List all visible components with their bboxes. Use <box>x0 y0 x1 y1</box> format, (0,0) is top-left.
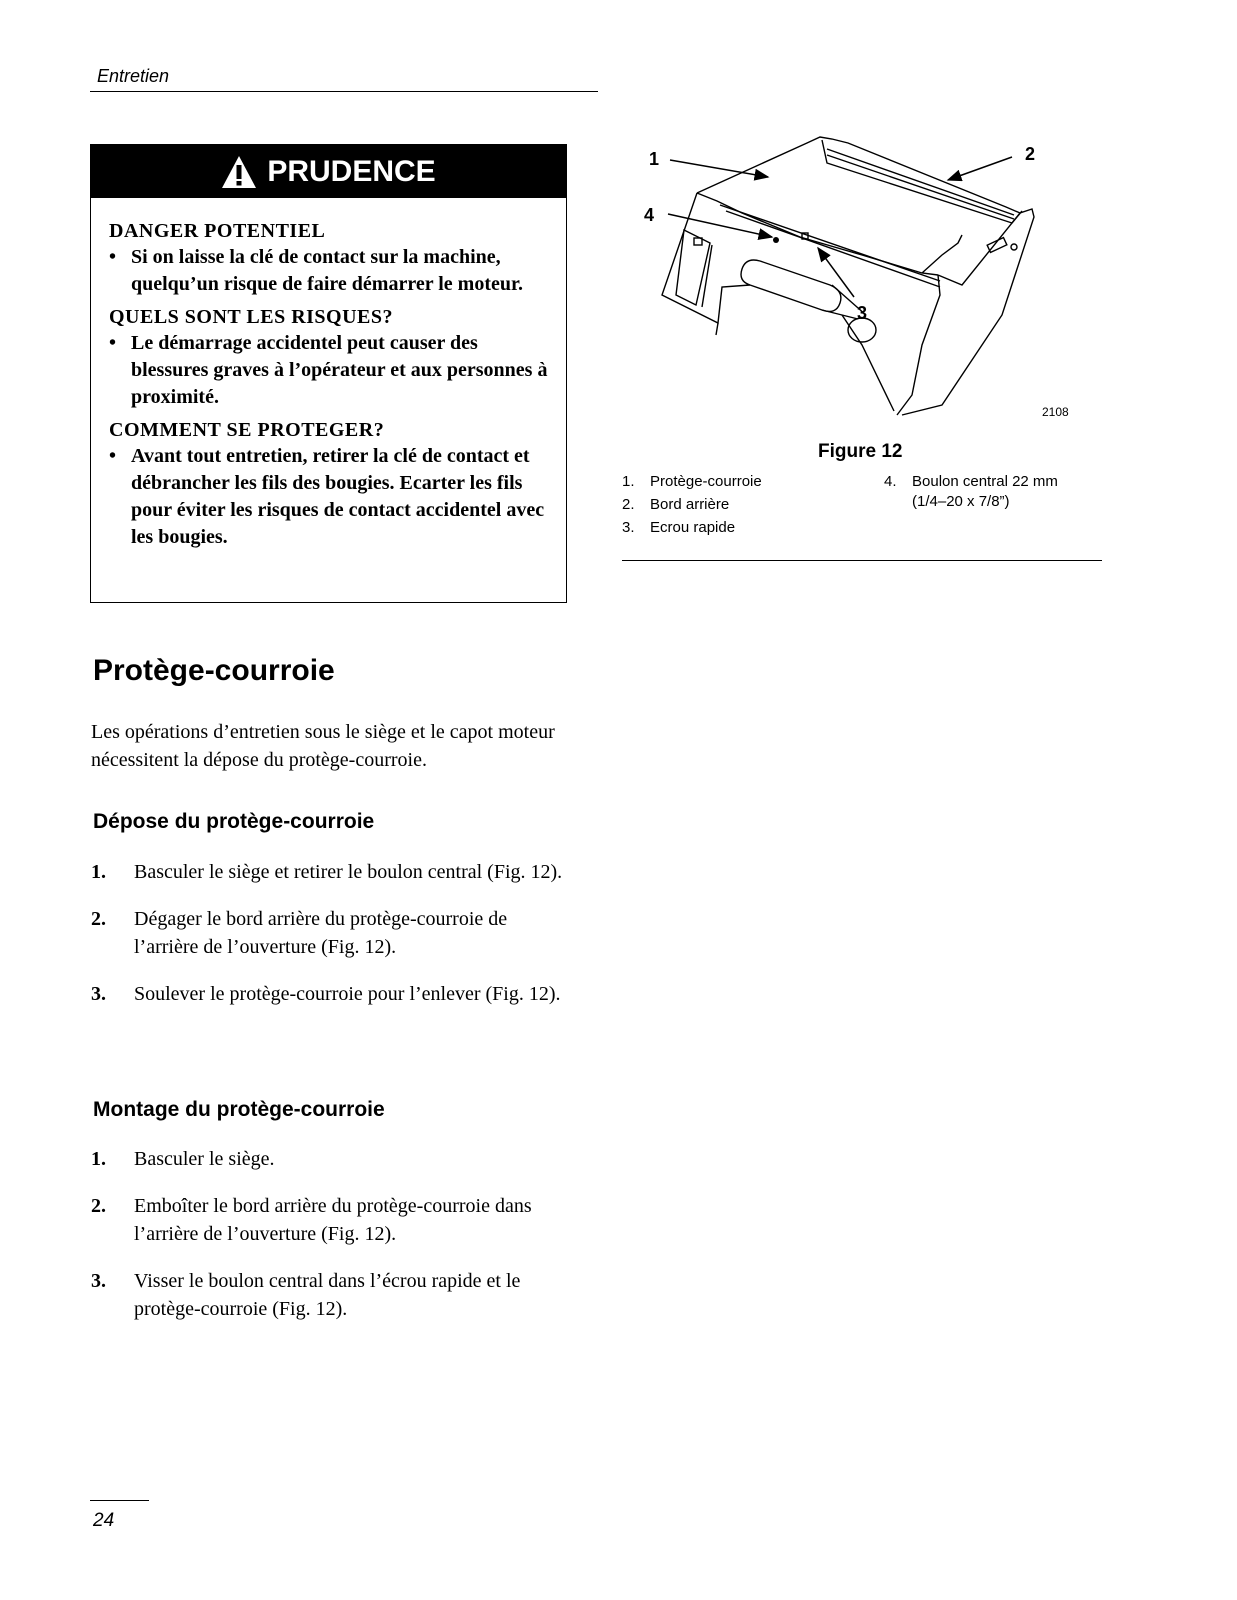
legend-item: 4. Boulon central 22 mm <box>884 473 1058 490</box>
figure-caption: Figure 12 <box>818 441 903 462</box>
belt-cover-drawing <box>622 135 1102 425</box>
section-intro: Les opérations d’entretien sous le siège et le capot moteur nécessitent la dépose du protège-courroie. <box>91 721 555 771</box>
step-item: 1. Basculer le siège. <box>91 1148 275 1170</box>
figure-12-illustration <box>622 135 1102 425</box>
legend-item: 2. Bord arrière <box>622 496 730 513</box>
install-title: Montage du protège-courroie <box>93 1098 385 1121</box>
callout-2: 2 <box>1025 144 1036 164</box>
caution-item-text: Avant tout entretien, retirer la clé de contact et débrancher les fils des bougies. Ecarter les fils pour éviter les risques de contact accidentel avec les bougies. <box>131 445 545 548</box>
caution-item <box>109 330 548 411</box>
caution-body <box>91 198 566 551</box>
removal-title: Dépose du protège-courroie <box>93 810 375 833</box>
install-steps <box>91 1145 571 1342</box>
step-item: 2. Dégager le bord arrière du protège-courroie de l’arrière de l’ouverture (Fig. 12). <box>91 908 508 958</box>
caution-header <box>91 145 566 198</box>
caution-heading: DANGER POTENTIEL <box>109 220 326 242</box>
figure-rule <box>622 560 1102 561</box>
caution-title: PRUDENCE <box>267 154 436 188</box>
step-item: 1. Basculer le siège et retirer le boulon central (Fig. 12). <box>91 861 563 883</box>
figure-legend-left <box>622 470 762 539</box>
legend-item: 3. Ecrou rapide <box>622 519 736 536</box>
section-title: Protège-courroie <box>93 654 335 687</box>
callout-1: 1 <box>649 149 660 169</box>
caution-item <box>109 244 548 298</box>
legend-item: 1. Protège-courroie <box>622 473 762 490</box>
caution-heading: QUELS SONT LES RISQUES? <box>109 306 394 328</box>
caution-item-text: Si on laisse la clé de contact sur la machine, quelqu’un risque de faire démarrer le moteur. <box>131 246 524 295</box>
figure-code: 2108 <box>1042 405 1069 419</box>
warning-triangle-icon <box>221 155 257 189</box>
header-rule <box>90 91 598 92</box>
callout-4: 4 <box>644 205 655 225</box>
caution-item-text: Le démarrage accidentel peut causer des blessures graves à l’opérateur et aux personnes à proximité. <box>131 332 548 408</box>
footer-rule <box>90 1500 149 1501</box>
caution-item <box>109 443 548 551</box>
caution-box <box>90 144 567 603</box>
callout-3: 3 <box>857 303 868 323</box>
step-item: 3. Visser le boulon central dans l’écrou rapide et le protège-courroie (Fig. 12). <box>91 1270 521 1320</box>
caution-heading: COMMENT SE PROTEGER? <box>109 419 385 441</box>
page-number: 24 <box>93 1510 115 1531</box>
step-item: 3. Soulever le protège-courroie pour l’enlever (Fig. 12). <box>91 983 561 1005</box>
step-item: 2. Emboîter le bord arrière du protège-courroie dans l’arrière de l’ouverture (Fig. 12). <box>91 1195 532 1245</box>
legend-item-detail: (1/4–20 x 7/8”) <box>912 493 1010 510</box>
bullet-icon: • <box>109 246 117 268</box>
removal-steps <box>91 858 571 1027</box>
bullet-icon: • <box>109 332 117 354</box>
bullet-icon: • <box>109 445 117 467</box>
figure-legend-right <box>884 470 1058 511</box>
running-header: Entretien <box>97 66 170 86</box>
